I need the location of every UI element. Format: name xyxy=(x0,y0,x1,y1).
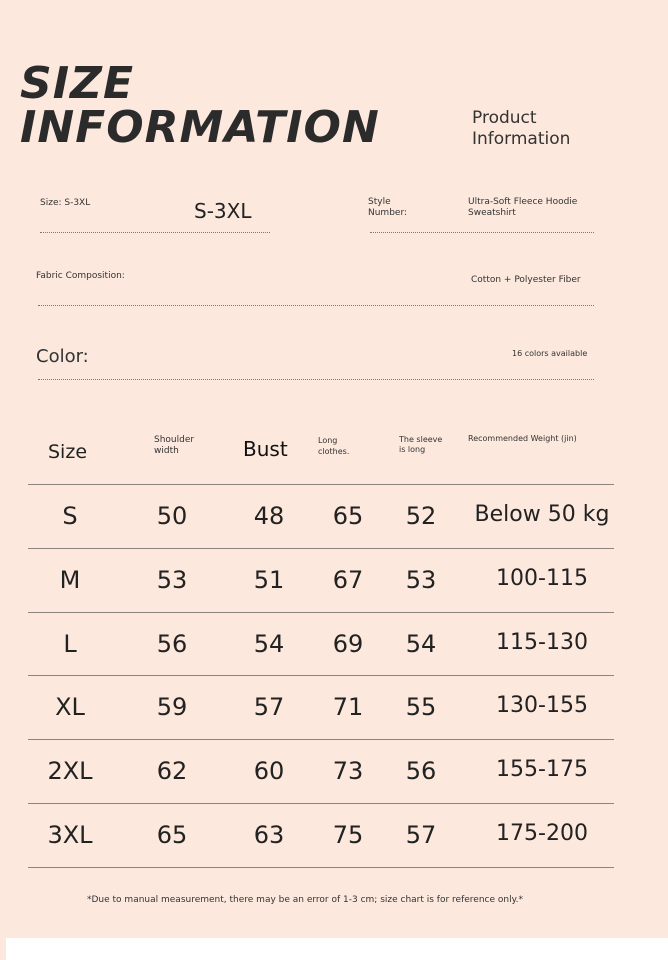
header-length xyxy=(318,435,349,457)
color-label: Color: xyxy=(36,346,89,367)
cell-weight: 155-175 xyxy=(496,757,588,782)
product-info-line2: Information xyxy=(472,129,571,149)
row-divider xyxy=(28,675,614,676)
color-divider xyxy=(38,379,594,380)
row-divider xyxy=(28,739,614,740)
cell-size: XL xyxy=(55,693,85,721)
cell-size: M xyxy=(59,566,81,594)
title-size: SIZE xyxy=(20,58,135,109)
cell-sleeve: 52 xyxy=(405,502,437,530)
header-length-line2: clothes. xyxy=(318,447,350,456)
fabric-divider xyxy=(38,305,594,306)
row-divider xyxy=(28,484,614,485)
cell-weight: 175-200 xyxy=(496,821,588,846)
color-value: 16 colors available xyxy=(512,349,588,358)
cell-sleeve: 55 xyxy=(405,693,437,721)
cell-length: 69 xyxy=(332,630,364,658)
row-divider xyxy=(28,612,614,613)
cell-shoulder: 50 xyxy=(156,502,188,530)
bottom-strip xyxy=(6,938,668,960)
cell-bust: 48 xyxy=(253,502,285,530)
cell-bust: 51 xyxy=(253,566,285,594)
cell-size: 3XL xyxy=(47,821,93,849)
cell-length: 67 xyxy=(332,566,364,594)
title-information: INFORMATION xyxy=(20,102,380,153)
cell-sleeve: 53 xyxy=(405,566,437,594)
cell-weight: 100-115 xyxy=(496,566,588,591)
style-label-line1: Style xyxy=(368,197,391,207)
product-info-heading xyxy=(472,108,570,150)
cell-shoulder: 56 xyxy=(156,630,188,658)
header-weight: Recommended Weight (jin) xyxy=(468,434,577,443)
cell-weight: 130-155 xyxy=(496,693,588,718)
product-info-line1: Product xyxy=(472,108,537,128)
cell-shoulder: 62 xyxy=(156,757,188,785)
style-value-line1: Ultra-Soft Fleece Hoodie xyxy=(468,197,578,207)
cell-length: 75 xyxy=(332,821,364,849)
cell-sleeve: 56 xyxy=(405,757,437,785)
cell-sleeve: 57 xyxy=(405,821,437,849)
size-divider xyxy=(40,232,270,233)
row-divider xyxy=(28,867,614,868)
size-value: S-3XL xyxy=(194,199,252,223)
cell-sleeve: 54 xyxy=(405,630,437,658)
cell-size: L xyxy=(63,630,77,658)
footnote: *Due to manual measurement, there may be an error of 1-3 cm; size chart is for reference only.* xyxy=(87,895,523,905)
header-bust: Bust xyxy=(243,437,288,461)
header-shoulder-line2: width xyxy=(154,446,179,456)
cell-shoulder: 65 xyxy=(156,821,188,849)
style-number-value xyxy=(468,197,577,219)
cell-shoulder: 53 xyxy=(156,566,188,594)
style-divider xyxy=(370,232,594,233)
fabric-value: Cotton + Polyester Fiber xyxy=(471,275,581,285)
row-divider xyxy=(28,803,614,804)
cell-size: S xyxy=(62,502,78,530)
cell-weight: Below 50 kg xyxy=(474,502,610,527)
cell-weight: 115-130 xyxy=(496,630,588,655)
header-shoulder-line1: Shoulder xyxy=(154,435,195,445)
cell-size: 2XL xyxy=(47,757,93,785)
cell-bust: 63 xyxy=(253,821,285,849)
fabric-label: Fabric Composition: xyxy=(36,271,125,281)
header-sleeve xyxy=(399,435,442,455)
cell-length: 71 xyxy=(332,693,364,721)
style-number-label xyxy=(368,197,407,219)
size-label: Size: S-3XL xyxy=(40,198,91,208)
header-length-line1: Long xyxy=(318,436,338,445)
cell-length: 73 xyxy=(332,757,364,785)
cell-bust: 57 xyxy=(253,693,285,721)
style-value-line2: Sweatshirt xyxy=(468,208,516,218)
header-size: Size xyxy=(48,441,88,463)
header-sleeve-line2: is long xyxy=(399,445,426,454)
header-sleeve-line1: The sleeve xyxy=(399,435,443,444)
header-shoulder xyxy=(154,435,194,457)
cell-bust: 60 xyxy=(253,757,285,785)
cell-length: 65 xyxy=(332,502,364,530)
style-label-line2: Number: xyxy=(368,208,408,218)
cell-shoulder: 59 xyxy=(156,693,188,721)
row-divider xyxy=(28,548,614,549)
cell-bust: 54 xyxy=(253,630,285,658)
